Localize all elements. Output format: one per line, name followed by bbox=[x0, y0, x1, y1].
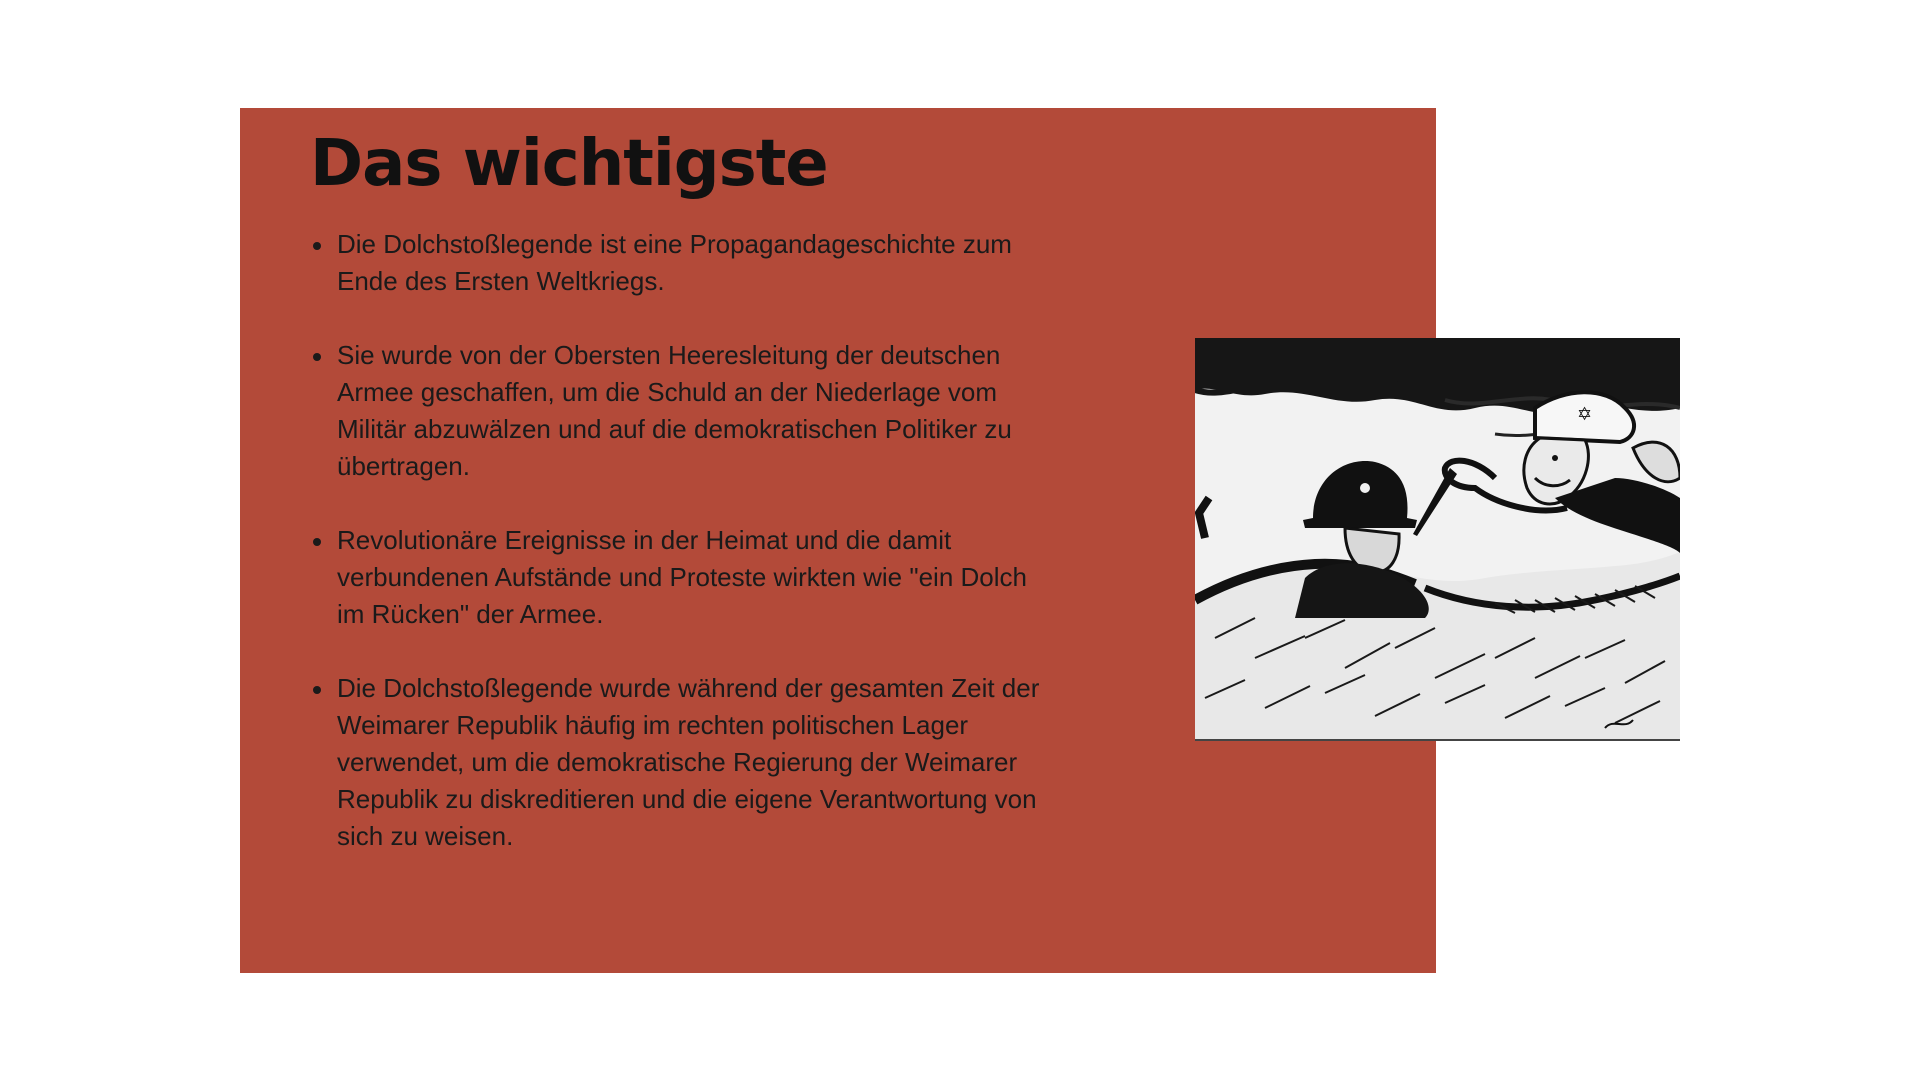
bullet-item: Die Dolchstoßlegende wurde während der gesamten Zeit der Weimarer Republik häufig im rechten politischen Lager verwendet, um die demokratische Regierung der Weimarer Republik zu diskreditieren und die eigene Verantwortung von sich zu weisen. bbox=[310, 670, 1045, 855]
bullet-item: Die Dolchstoßlegende ist eine Propagandageschichte zum Ende des Ersten Weltkriegs. bbox=[310, 226, 1045, 300]
dolchstoss-cartoon-image bbox=[1195, 338, 1680, 741]
bullet-item: Sie wurde von der Obersten Heeresleitung der deutschen Armee geschaffen, um die Schuld an der Niederlage vom Militär abzuwälzen und auf die demokratischen Politiker zu übertragen. bbox=[310, 337, 1045, 485]
svg-text:✡: ✡ bbox=[1577, 404, 1593, 425]
bullet-list bbox=[310, 226, 1045, 892]
slide-title: Das wichtigste bbox=[310, 127, 828, 201]
bullet-item: Revolutionäre Ereignisse in der Heimat und die damit verbundenen Aufstände und Proteste wirkten wie "ein Dolch im Rücken" der Armee. bbox=[310, 522, 1045, 633]
